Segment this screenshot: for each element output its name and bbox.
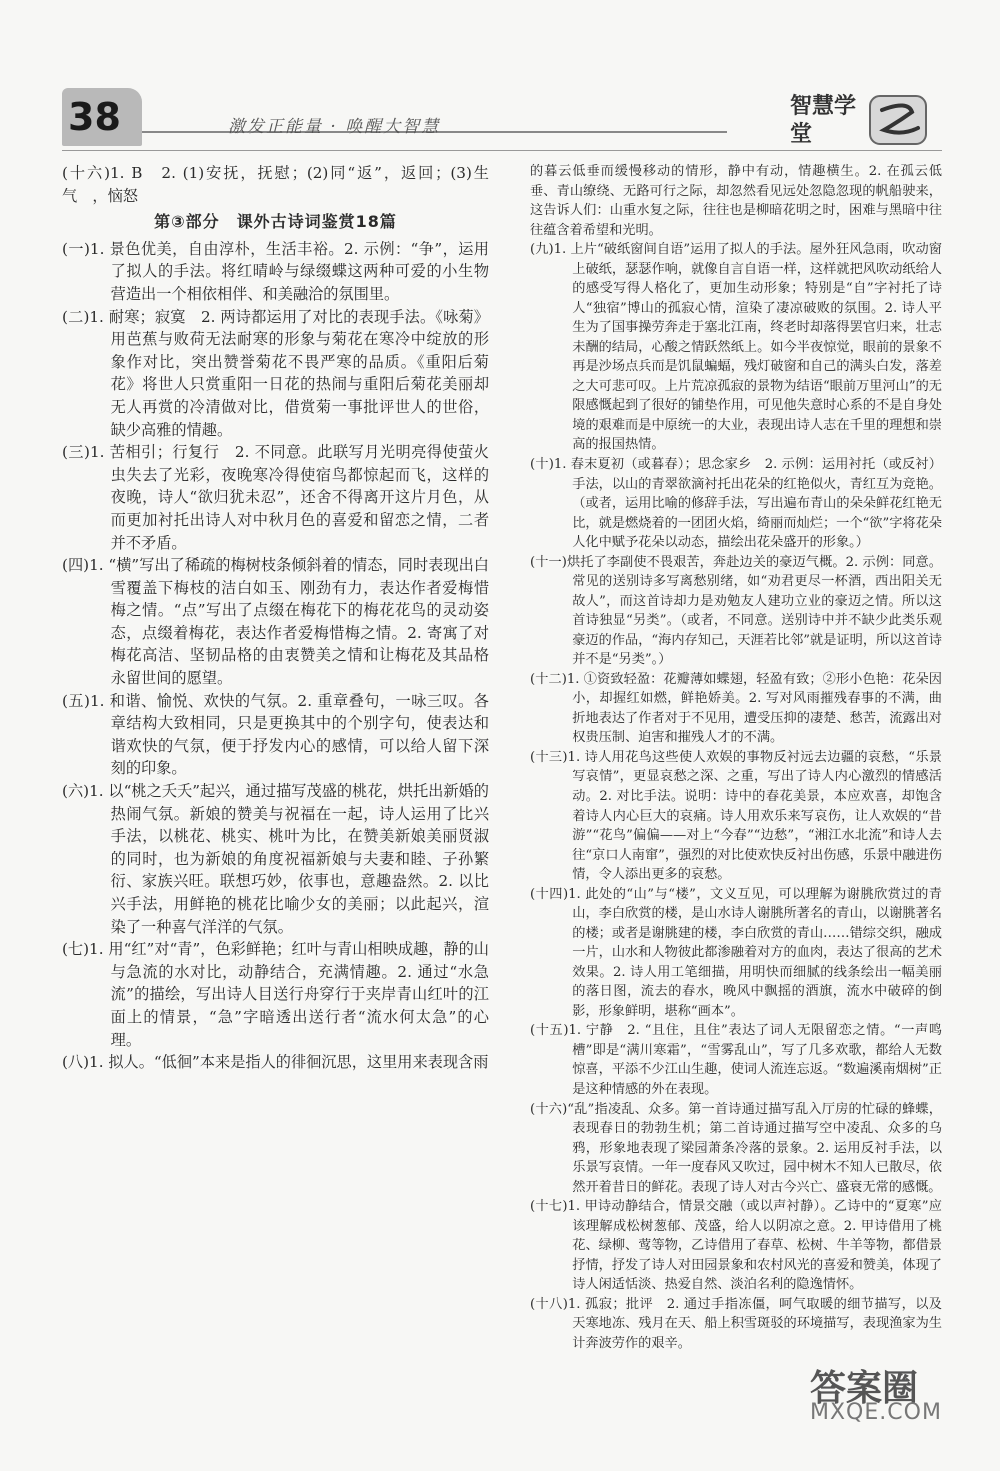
- answer-item: (十四)1. 此处的“山”与“楼”，文义互见，可以理解为谢朓欣赏过的青山，李白欣赏的楼，是山水诗人谢朓所著名的青山，以谢朓著名的楼；或者是谢朓建的楼，李白欣赏的青山……错综交织，融成一片，山水和人物彼此都渗融着对方的血肉，表达了很高的艺术效果。2. 诗人用工笔细描，用明快而细腻的线条绘出一幅美丽的落日图，流去的春水，晚风中飘摇的酒旗，流水中破碎的倒影，形象鲜明，堪称“画本”。: [530, 886, 942, 1019]
- answer-paragraph: (十六)1. B 2. (1)安抚，抚慰；(2)同“返”，返回；(3)生气 ，恼怒: [62, 164, 489, 205]
- answer-item: 的暮云低垂而缓慢移动的情形，静中有动，情趣横生。2. 在孤云低垂、青山缭绕、无路可行之际，却忽然看见远处忽隐忽现的帆船驶来，这告诉人们：山重水复之际，往往也是柳暗花明之时，困难与黑暗中往往蕴含着希望和光明。: [530, 164, 942, 238]
- section-title: 第③部分 课外古诗词鉴赏18篇: [154, 212, 397, 232]
- answer-item: (四)1. “横”写出了稀疏的梅树枝条倾斜着的情态，同时表现出白雪覆盖下梅枝的洁白如玉、刚劲有力，表达作者爱梅惜梅之情。“点”写出了点缀在梅花下的梅花花鸟的灵动姿态，点缀着梅花，表达作者爱梅惜梅之情。2. 寄寓了对梅花高洁、坚韧品格的由衷赞美之情和让梅花及其品格永留世间的愿望。: [62, 556, 489, 688]
- answer-item: (十八)1. 孤寂；批评 2. 通过手指冻僵，呵气取暖的细节描写，以及天寒地冻、残月在天、船上积雪斑驳的环境描写，表现渔家为生计奔波劳作的艰辛。: [530, 1296, 942, 1351]
- watermark-url: MXQE.COM: [810, 1400, 942, 1425]
- answer-item: (七)1. 用“红”对“青”，色彩鲜艳；红叶与青山相映成趣，静的山与急流的水对比，动静结合，充满情趣。2. 通过“水急流”的描绘，写出诗人目送行舟穿行于夹岸青山红叶的江面上的情景，“急”字暗透出送行者“流水何太急”的心理。: [62, 940, 489, 1049]
- answer-item: (十二)1. ①资致轻盈：花瓣薄如蝶翅，轻盈有致；②形小色艳：花朵因小，却握红如燃，鲜艳娇美。2. 写对风雨摧残春事的不满，曲折地表达了作者对于不见用，遭受压抑的凄楚、愁苦，流露出对权贵压制、迫害和摧残人才的不满。: [530, 671, 942, 746]
- answer-item: (二)1. 耐寒；寂寞 2. 两诗都运用了对比的表现手法。《咏菊》用芭蕉与败荷无法耐寒的形象与菊花在寒冷中绽放的形象作对比，突出赞誉菊花不畏严寒的品质。《重阳后菊花》将世人只赏重阳一日花的热闹与重阳后菊花美丽却无人再赏的冷清做对比，借赏菊一事批评世人的世俗，缺少高雅的情趣。: [62, 307, 489, 439]
- right-column: [530, 162, 942, 1353]
- answer-item: (十五)1. 宁静 2. “且住，且住”表达了词人无限留恋之情。“一声鸣槽”即是“满川寒霜”，“雪雾乱山”，写了几多欢歌，都给人无数惊喜，平添不少江山生趣，使词人流连忘返。“数遍溪南烟树”正是这种情感的外在表现。: [530, 1023, 942, 1097]
- answer-item: (十三)1. 诗人用花鸟这些使人欢娱的事物反衬远去边疆的哀愁，“乐景写哀情”，更显哀愁之深、之重，写出了诗人内心激烈的情感活动。2. 对比手法。说明：诗中的春花美景，本应欢喜，却饱含着诗人内心巨大的哀痛。诗人用欢乐来写哀伤，让人欢娱的“昔游”“花鸟”偏偏——对上“今春”“边愁”，“湘江水北流”和诗人去往“京口人南窜”，强烈的对比使欢快反衬出伤感，乐景中融进伤情，令人添出更多的哀愁。: [530, 749, 942, 883]
- answer-item: (三)1. 苦相引；行复行 2. 不同意。此联写月光明亮得使萤火虫失去了光彩，夜晚寒冷得使宿鸟都惊起而飞，这样的夜晚，诗人“欲归犹未忍”，还舍不得离开这片月色，从而更加衬托出诗人对中秋月色的喜爱和留恋之情，二者并不矛盾。: [62, 443, 489, 552]
- header-divider: [62, 150, 942, 151]
- page-number: 38: [62, 88, 142, 146]
- answer-item: (九)1. 上片“破纸窗间自语”运用了拟人的手法。屋外狂风急雨，吹动窗上破纸，瑟瑟作响，就像自言自语一样，这样就把风吹动纸给人的感受写得人格化了，更加生动形象；特别是“自”字衬托了诗人“独宿”博山的孤寂心情，渲染了凄凉破败的氛围。2. 诗人平生为了国事操劳奔走于塞北江南，终老时却落得罢官归来，壮志未酬的结局，心酸之情跃然纸上。如今半夜惊觉，眼前的景象不再是沙场点兵而是饥鼠蝙蝠，残灯破窗和自己的满头白发，落差之大可悲可叹。上片荒凉孤寂的景物为结语“眼前万里河山”的无限感慨起到了很好的铺垫作用，可见他失意时心系的不是自身处境的艰难而是中原统一的大业，表现出诗人志在千里的理想和崇高的报国热情。: [530, 242, 942, 453]
- logo-text: 智慧学堂: [790, 93, 857, 147]
- answer-item: (八)1. 拟人。“低徊”本来是指人的徘徊沉思，这里用来表现含雨: [62, 1053, 489, 1072]
- logo-swirl-icon: [868, 92, 930, 148]
- answer-item: (五)1. 和谐、愉悦、欢快的气氛。2. 重章叠句，一咏三叹。各章结构大致相同，只是更换其中的个别字句，使表达和谐欢快的气氛，便于抒发内心的感情，可以给人留下深刻的印象。: [62, 691, 489, 778]
- brand-logo: [790, 92, 940, 152]
- watermark-logo: 答案圈: [810, 1367, 919, 1409]
- header-slogan: 激发正能量 · 唤醒大智慧: [228, 117, 441, 137]
- answer-item: (六)1. 以“桃之夭夭”起兴，通过描写茂盛的桃花，烘托出新婚的热闹气氛。新娘的赞美与祝福在一起，诗人运用了比兴手法，以桃花、桃实、桃叶为比，在赞美新娘美丽贤淑的同时，也为新娘的角度祝福新娘与夫妻和睦、子孙繁衍、家族兴旺。联想巧妙，依事也，意趣盎然。2. 以比兴手法，用鲜艳的桃花比喻少女的美丽；以此起兴，渲染了一种喜气洋洋的气氛。: [62, 782, 489, 936]
- answer-item: (一)1. 景色优美，自由淳朴，生活丰裕。2. 示例：“争”，运用了拟人的手法。将红晴岭与绿缀蝶这两种可爱的小生物营造出一个相依相伴、和美融洽的氛围里。: [62, 239, 489, 303]
- answer-item: (十)1. 春末夏初（或暮春）；思念家乡 2. 示例：运用衬托（或反衬）手法，以山的青翠欲滴衬托出花朵的红艳似火，青红互为竞艳。（或者，运用比喻的修辞手法，写出遍布青山的朵朵鲜花红艳无比，就是燃烧着的一团团火焰，绮丽而灿烂；一个“欲”字将花朵人化中赋予花朵以动态，描绘出花朵盛开的形象。）: [530, 456, 942, 551]
- left-column: [62, 162, 489, 1074]
- page-header: [0, 0, 1000, 160]
- answer-item: (十一)烘托了李副使不畏艰苦，奔赴边关的豪迈气概。2. 示例：同意。常见的送别诗多写离愁别绪，如“劝君更尽一杯酒，西出阳关无故人”，而这首诗却力是劝勉友人建功立业的豪迈之情。所以这首诗独显“另类”。（或者，不同意。送别诗中并不缺少此类乐观豪迈的作品，“海内存知己，天涯若比邻”就是证明，所以这首诗并不是“另类”。）: [530, 554, 942, 668]
- answer-item: (十六)“乱”指凌乱、众多。第一首诗通过描写乱入厅房的忙碌的蜂蝶，表现春日的勃勃生机；第二首诗通过描写空中凌乱、众多的乌鸦，形象地表现了梁园萧条冷落的景象。2. 运用反衬手法，以乐景写哀情。一年一度春风又吹过，园中树木不知人已散尽，依然开着昔日的鲜花。表现了诗人对古今兴亡、盛衰无常的感慨。: [530, 1101, 942, 1195]
- answer-item: (十七)1. 甲诗动静结合，情景交融（或以声衬静）。乙诗中的“夏寒”应该理解成松树葱郁、茂盛，给人以阴凉之意。2. 甲诗借用了桃花、绿柳、莺等物，乙诗借用了春草、松树、牛羊等物，都借景抒情，抒发了诗人对田园景象和农村风光的喜爱和赞美，体现了诗人闲适恬淡、热爱自然、淡泊名利的隐逸情怀。: [530, 1199, 942, 1293]
